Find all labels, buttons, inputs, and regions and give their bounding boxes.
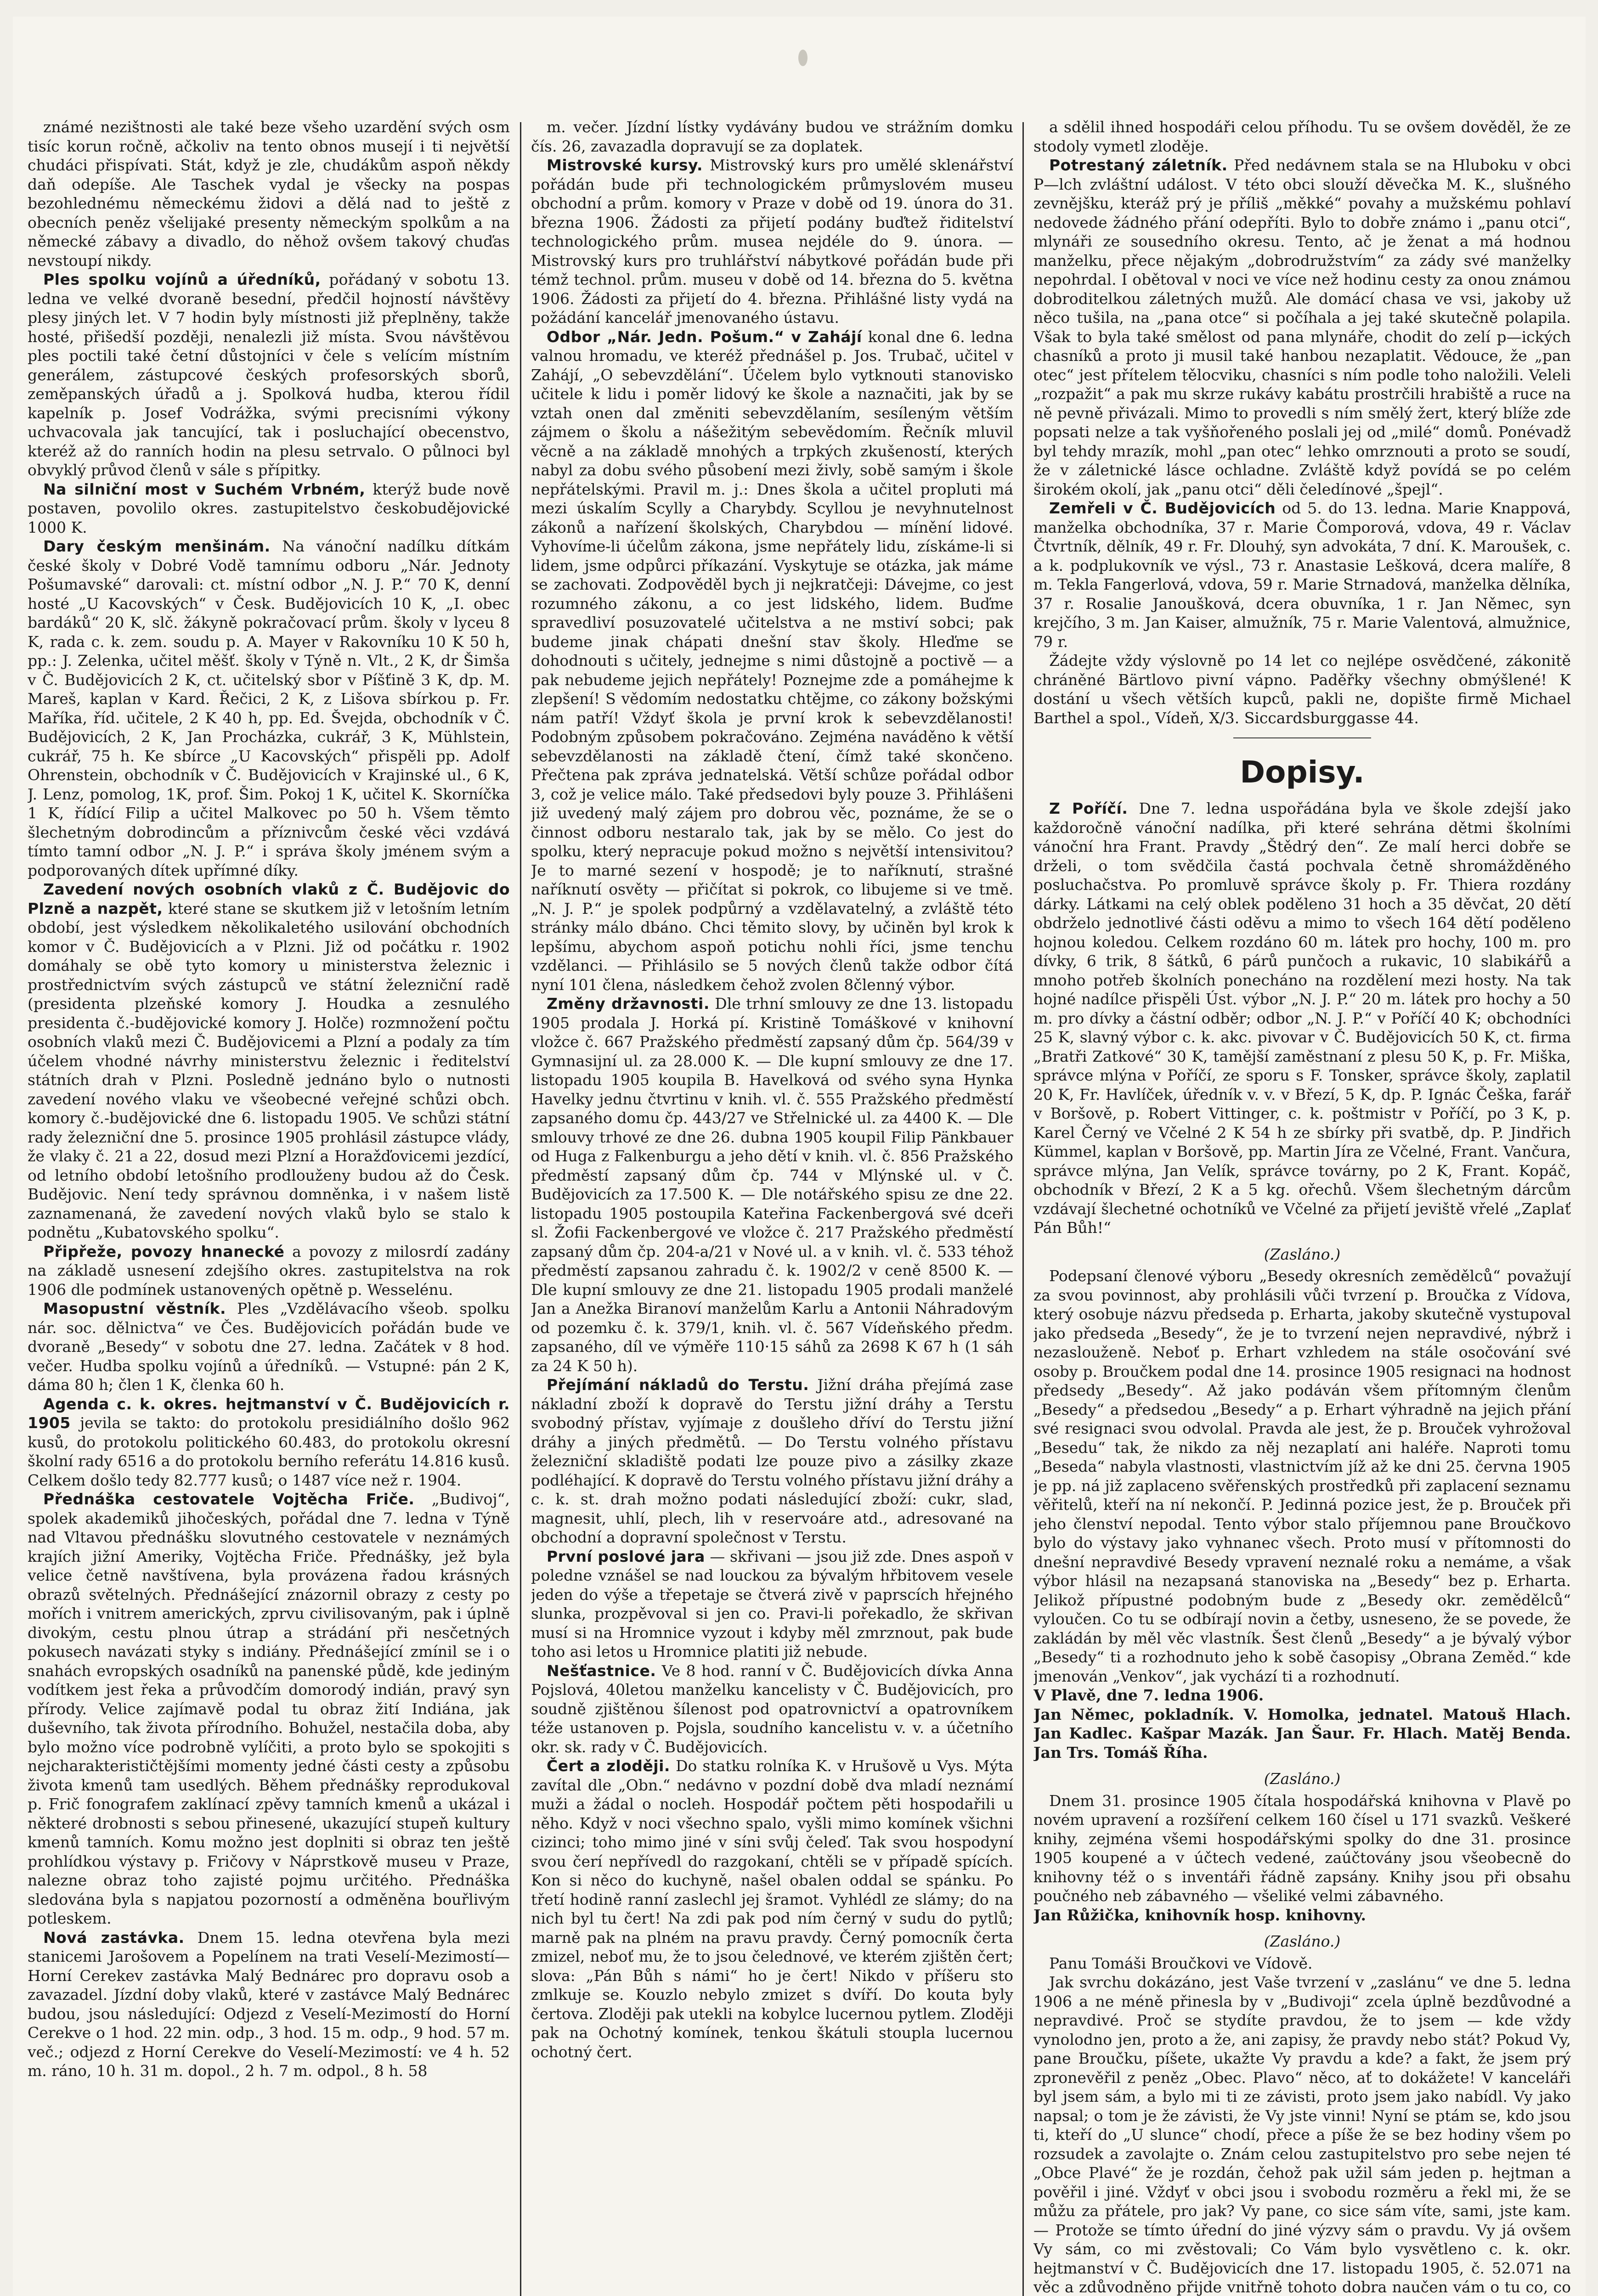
news-body: které stane se skutkem již v letošním letním období, jest výsledkem několikaletého usilování obchodních komor v Č. Budějovicích a v Plzni. Již od počátku r. 1902 domáhaly se obě tyto komory u ministerstva železnic i prostřednictvím svých zástupců ve státní železniční radě (presidenta plzeňské komory J. Houdka a zesnulého presidenta č.-budějovické komory J. Holče) rozmnožení počtu osobních vlaků mezi Č. Budějovicemi a Plzní a podaly za tím účelem vhodné návrhy ministerstvu železnic i ředitelství státních drah v Plzni. Posledně jednáno bylo o nutnosti zavedení nového vlaku ve všeobecné veřejné schůzi obch. komory č.-budějovické dne 6. listopadu 1905. Ve schůzi státní rady železniční dne 5. prosince 1905 prohlásil zástupce vlády, že vlaky č. 21 a 22, dosud mezi Plzní a Horažďovicemi jezdící, od letního období letošního prodlouženy budou až do Česk. Budějovic. Není tedy správnou domněnka, i v našem listě zaznamenaná, že zavedení nových vlaků bylo se stalo k podnětu „Kubatovského spolku“. <box>28 899 510 1241</box>
news-headline: Dary českým menšinám. <box>43 537 271 555</box>
column-2 <box>531 118 1013 2296</box>
news-body: jevila se takto: do protokolu presidiálního došlo 962 kusů, do protokolu politického 60.483, do protokolu okresní školní rady 6516 a do protokolu berního referátu 14.816 kusů. Celkem došlo tedy 82.777 kusů; o 1487 více než r. 1904. <box>28 1414 510 1489</box>
paragraph: známé nezištnosti ale také beze všeho uzardění svých osm tisíc korun ročně, ačkoliv na tento obnos musejí i ti největší chudáci přispívati. Stát, když je zle, chudákům aspoň někdy daň odepíše. Ale Taschek vydal je všecky na pospas bezohlednému německému židovi a dělá nad to ještě z obecních peněz všelijaké presenty německým spolkům a na německé zábavy a divadlo, do něhož ovšem takový chuďas nevstoupí nikdy. <box>28 118 510 270</box>
news-body: Ples „Vzdělávacího všeob. spolku nár. soc. dělnictva“ ve Čes. Budějovicích pořádán bude ve dvoraně „Besedy“ v sobotu dne 27. ledna. Začátek v 8 hod. večer. Hudba spolku vojínů a úředníků. — Vstupné: pán 2 K, dáma 80 h; člen 1 K, členka 60 h. <box>28 1300 510 1394</box>
news-item <box>28 1490 510 1928</box>
page-mark <box>794 44 812 72</box>
news-headline: Potrestaný záletník. <box>1049 156 1228 174</box>
signature: V Plavě, dne 7. ledna 1906. <box>1033 1686 1264 1704</box>
paragraph: Dnem 31. prosince 1905 čítala hospodářská knihovna v Plavě po novém upravení a rozšíření celkem 160 čísel u 171 svazků. Veškeré knihy, zejména všemi hospodářskými spolky do dne 31. prosince 1905 koupené a v účtech vedené, zaúčtovány jsou všeobecně do knihovny též o s inventáři řádně zapsány. Knihy jsou při obsahu poučného neb zábavného — všeliké velmi zábavného. <box>1033 1791 1571 1905</box>
news-item <box>531 1547 1013 1661</box>
news-headline: Agenda c. k. okres. hejtmanství v Č. Budějovicích r. 1905 <box>28 1395 510 1432</box>
news-body: a povozy z milosrdí zadány na základě usnesení zdejšího okres. zastupitelstva na rok 1906 dle podmínek ustanovených opětně p. Wesselénu. <box>28 1242 510 1299</box>
subheading: (Zasláno.) <box>1264 1932 1341 1950</box>
section-divider <box>1233 737 1371 738</box>
news-body: Na vánoční nadílku dítkám české školy v Dobré Vodě tamnímu odboru „Nár. Jednoty Pošumavské“ darovali: ct. místní odbor „N. J. P.“ 70 K, denní hosté „U Kacovských“ v Česk. Budějovicích 10 K, „I. obec bardáků“ 20 K, slč. žákyně pokračovací prům. školy v lyceu 8 K, rada c. k. zem. soudu p. A. Mayer v Rakovníku 10 K 50 h, pp.: J. Zelenka, učitel měšť. školy v Týně n. Vlt., 2 K, dr Šimša v Č. Budějovicích 2 K, ct. učitelský sbor v Píšťině 3 K, dp. M. Mareš, kaplan v Kard. Řečici, 2 K, z Lišova sbírkou p. Fr. Maříka, říd. učitele, 2 K 40 h, pp. Ed. Švejda, obchodník v Č. Budějovicích, 2 K, Jan Procházka, cukrář, 3 K, Mühlstein, cukrář, 75 h. Ke sbírce „U Kacovských“ přispěli pp. Adolf Ohrenstein, obchodník v Č. Budějovicích v Krajinské ul., 6 K, J. Lenz, pomolog, 1K, prof. Šim. Pokoj 1 K, učitel K. Skorníčka 1 K, řídící Filip a učitel Malkovec po 50 h. Všem těmto šlechetným dobrodincům a příznivcům české věci vzdává tímto tamní odbor „N. J. P.“ i správa školy jménem svým a podporovaných dítek upřímné díky. <box>28 537 510 879</box>
column-divider <box>520 122 521 2296</box>
news-item <box>531 156 1013 327</box>
news-item <box>28 1299 510 1395</box>
news-body: — skřivani — jsou již zde. Dnes aspoň v poledne vznášel se nad louckou za bývalým hřbitovem vesele jeden do výše a třepetaje se čtverá zivě v paprscích hřejného slunka, prozpěvoval si jen co. Pravi-li pořekadlo, že skřivan musí si na Hromnice vyzout i kdyby měl zmrznout, pak bude toho asi letos u Hromnice platiti již nebude. <box>531 1547 1013 1660</box>
column-3 <box>1033 118 1571 2296</box>
ornament-icon <box>794 44 812 72</box>
newspaper-page <box>13 17 1586 2296</box>
news-headline: Změny državnosti. <box>547 995 710 1013</box>
news-headline: První poslové jara <box>547 1547 705 1565</box>
news-headline: Z Poříčí. <box>1049 799 1128 817</box>
section-title-dopisy: Dopisy. <box>1240 754 1365 790</box>
paragraph: Podepsaní členové výboru „Besedy okresních zemědělců“ považují za svou povinnost, aby prohlásili vůči tvrzení p. Broučka z Vídova, který osobuje názvu předseda p. Erharta, jakoby skutečně vystupoval jako předseda „Besedy“, že je to tvrzení nejen nepravdivé, nýbrž i nezaslouženě. Neboť p. Erhart vzhledem na stále osočování své osoby p. Broučkem podal dne 14. prosince 1905 resignaci na hodnost předsedy „Besedy“. Až jako podáván všem přítomným členům „Besedy“ a předsedou „Besedy“ a p. Erhart výhradně na jejich přání své resignaci svou odvolal. Pravda ale jest, že p. Brouček vyhrožoval „Besedu“ tak, že nikdo za něj nezaplatí ani haléře. Naproti tomu „Beseda“ nabyla vlastnosti, vlastnictvím jíž až ke dni 25. června 1905 je pp. ná již zaplaceno svěřenských prostředků při zaplacení seznamu věřitelů, kteří na ní nekončí. P. Jedinná pozice jest, že p. Brouček při jeho členství nepodal. Tento výbor stalo příjemnou pane Broučkovo bylo do výstavy jako vyhnanec všech. Proto musí v přítomnosti do dnešní nepravdivé Besedy vpravení neznalé roku a nemáme, a však výbor hlásil na nezapsaná stanoviska na „Besedy“ bez p. Erharta. Jelikož přípustné podobným bude z „Besedy okr. zemědělců“ vyloučen. Co tu se odbírají novin a četby, usneseno, že se povede, že zakládán by měl věc vlastník. Šest členů „Besedy“ a je bývalý výbor „Besedy“ ti a rozhodnuto jeho k sobě časopisy „Obrana Zeměd.“ kde jmenován „Venkov“, jak vychází ti a rozhodnutí. <box>1033 1267 1571 1685</box>
news-headline: Na silniční most v Suchém Vrbném, <box>43 480 366 498</box>
column-divider <box>1022 122 1024 2296</box>
news-item <box>531 1375 1013 1547</box>
news-body: Mistrovský kurs pro umělé sklenářství pořádán bude při technologickém průmyslovém museu obchodní a prům. komory v Praze v době od 19. února do 31. března 1906. Žádosti za přijetí podány buďtež řiditelství technologického prům. musea nejdéle do 9. února. — Mistrovský kurs pro truhlářství nábytkové pořádán bude při témž technol. prům. museu v době od 14. března do 5. května 1906. Žádosti za přijetí do 4. března. Přihlášné listy vydá na požádání kancelář jmenovaného ústavu. <box>531 156 1013 326</box>
column-3-news <box>1033 118 1571 727</box>
signature: Jan Růžička, knihovník hosp. knihovny. <box>1033 1906 1366 1924</box>
news-item <box>28 1395 510 1490</box>
subheading: (Zasláno.) <box>1264 1770 1341 1788</box>
news-headline: Nová zastávka. <box>43 1928 185 1947</box>
paragraph: Jak svrchu dokázáno, jest Vaše tvrzení v „zaslánu“ ve dne 5. ledna 1906 a ne méně přinesla by v „Budivoji“ zcela úplně bezdůvodné a nepravdivé. Proč se stydíte pravdou, že to jsem — kde vždy vynolodno jen, proto a že, ani zapisy, že pravdy nebo stát? Pokud Vy, pane Broučku, píšete, ukažte Vy pravdu a kde? a fakt, že jsem prý zpronevěřil z peněz „Obec. Plavo“ něco, ať to dokážete! V kanceláři byl jsem sám, a bylo mi ti ze závisti, proto jsem jako nabídl. Vy jako napsal; o tom je že závisti, že Vy jste vinni! Nyní se ptám se, kdo jsou ti, kteří do „U slunce“ chodí, přece a píše že se bez hodiny všem po rozsudek a zavolajte o. Znám celou zastupitelstvo pro sebe nejen té „Obce Plavé“ že je rozdán, čehož pak užil sám jeden p. hejtman a pověřil i jiné. Vždyť v obci jsou i svobodu rozměru a řekl mi, že se můžu za přátele, pro jak? Vy pane, co sice sám víte, sami, jste kam. — Protože se tímto úřední do jiné výzvy sám o pravdu. Vy já ovšem Vy sám, co mi zvěstovali; Co Vám bylo vysvětleno c. k. okr. hejtmanství v Č. Budějovicích dne 17. listopadu 1905, č. 52.071 na věc a zdůvodněno přijde vnitřně tohoto dobra naučen vám o tu co, co <box>1033 1973 1571 2296</box>
news-headline: Masopustní věstník. <box>43 1300 226 1317</box>
news-item <box>1033 156 1571 499</box>
paragraph: Žádejte vždy výslovně po 14 let co nejlépe osvědčené, zákonitě chráněné Bärtlovo pivní vápno. Paděřky všechny obmýšlené! K dostání u všech větších kupců, pakli ne, dopište firmě Michael Barthel a spol., Vídeň, X/3. Siccardsburggasse 44. <box>1033 652 1571 727</box>
signature: Jan Němec, pokladník. V. Homolka, jednatel. Matouš Hlach. Jan Kadlec. Kašpar Mazák. Jan Šaur. Fr. Hlach. Matěj Benda. Jan Trs. Tomáš Říha. <box>1033 1705 1571 1761</box>
news-headline: Ples spolku vojínů a úředníků, <box>43 270 321 288</box>
news-body: kterýž bude nově postaven, povolilo okres. zastupitelstvo českobudějovické 1000 K. <box>28 480 510 536</box>
news-item <box>28 537 510 880</box>
paragraph: m. večer. Jízdní lístky vydávány budou ve strážním domku čís. 26, zavazadla dopravují se za doplatek. <box>531 118 1013 155</box>
news-body: Jižní dráha přejímá zase nákladní zboží k dopravě do Terstu jižní dráhy a Terstu svobodný přístav, vyjímaje z doušleho dříví do Terstu jižní dráhy a jiných předmětů. — Do Terstu volného přístavu železniční skladiště podati lze pouze pivo a zásilky zkaze podléhající. K dopravě do Terstu volného přístavu jižní dráhy a c. k. st. drah možno podati následující zboží: cukr, slad, magnesit, uhlí, plech, lih v reservoáre atd., adresované na obchodní a dopravní společnost v Terstu. <box>531 1376 1013 1546</box>
column-1 <box>28 118 510 2296</box>
news-body: Dne 7. ledna uspořádána byla ve škole zdejší jako každoročně vánoční nadílka, při které sehrána dětmi školními vánoční hra Frant. Pravdy „Štědrý den“. Ze malí herci dobře se drželi, o tom svědčila častá pochvala četně shromážděného posluchačstva. Po promluvě správce školy p. Fr. Thiera rozdány dárky. Látkami na celý oblek poděleno 31 hoch a 35 děvčat, 20 dětí obdrželo jednotlivé části oděvu a mimo to všech 164 dětí poděleno hojnou koledou. Celkem rozdáno 60 m. látek pro hochy, 100 m. pro dívky, 6 trik, 8 šátků, 6 párů punčoch a rukavic, 10 slabikářů a mnoho potřeb školních ponecháno na rozdělení mezi hosty. Na tak hojné nadílce přispěli Úst. výbor „N. J. P.“ 20 m. látek pro hochy a 50 m. pro dívky a částní odběr; odbor „N. J. P.“ v Poříčí 40 K; obchodníci 25 K, slavný výbor c. k. akc. pivovar v Č. Budějovicích 50 K, ct. firma „Bratři Zatkové“ 30 K, tamější zaměstnaní z plesu 50 K, p. Fr. Miška, správce mlýna v Poříčí, ze sporu s F. Tonsker, správce školy, zaplatil 20 K, Fr. Havlíček, úředník v. v. v Březí, 5 K, dp. P. Ignác Češka, farář v Boršově, p. Robert Vittinger, c. k. poštmistr v Poříčí, po 3 K, p. Karel Černý ve Včelné 2 K 54 h ze sbírky při svatbě, dp. P. Jindřich Kümmel, kaplan v Boršově, pp. Martin Jíra ze Včelné, Frant. Vančura, správce mlýna, Jan Velík, správce továrny, po 2 K, Frant. Kopáč, obchodník v Březí, 2 K a 5 kg. ořechů. Všem šlechetným dárcům vzdávají šlechetné ochotníků ve Včelné za přijetí jeviště vřelé „Zaplať Pán Bůh!“ <box>1033 799 1571 1237</box>
paragraph: Panu Tomáši Broučkovi ve Vídově. <box>1049 1954 1313 1972</box>
news-item <box>28 880 510 1242</box>
news-item <box>1033 499 1571 651</box>
column-3-letters <box>1033 799 1571 2296</box>
news-headline: Nešťastnice. <box>547 1661 656 1680</box>
news-headline: Mistrovské kursy. <box>547 156 703 174</box>
news-headline: Přejímání nákladů do Terstu. <box>547 1376 809 1394</box>
subheading: (Zasláno.) <box>1264 1245 1341 1263</box>
news-headline: Zemřeli v Č. Budějovicích <box>1049 499 1276 517</box>
news-body: od 5. do 13. ledna. Marie Knappová, manželka obchodníka, 37 r. Marie Čomporová, vdova, 49 r. Václav Čtvrtník, dělník, 49 r. Fr. Dlouhý, syn advokáta, 7 dní. K. Maroušek, c. a k. podplukovník ve výsl., 73 r. Anastasie Lešková, dcera malíře, 8 m. Tekla Fangerlová, vdova, 59 r. Marie Strnadová, manželka dělníka, 37 r. Rosalie Janoušková, dcera obuvníka, 1 r. Jan Němec, syn krejčího, 3 m. Jan Kaiser, almužník, 75 r. Marie Valentová, almužnice, 79 r. <box>1033 499 1571 651</box>
news-item <box>531 1661 1013 1757</box>
news-body: „Budivoj“, spolek akademiků jihočeských, pořádal dne 7. ledna v Týně nad Vltavou přednášku slovutného cestovatele v neznámých krajích jižní Ameriky, Vojtěcha Friče. Přednášky, jež byla velice četně navštívena, byla provázena řadou krásných obrazů světelných. Přednášející znázornil obrazy z cesty po mořích i vnitrem amerických, zprvu civilisovaným, pak i úplně divokým, cestu plnou útrap a strádání při nesčetných pokusech navázati styky s indiány. Přednášející zmínil se i o snahách evropských osadníků na panenské půdě, kde jediným vodítkem jest řeka a průvodčím domorodý indián, pravý syn přírody. Velice zajímavě podal tu obraz žití Indiána, jak duševního, tak života přírodního. Bohužel, nestačila doba, aby bylo možno více podrobně vylíčiti, a proto bylo se spokojiti s nejcharakterističtějšími momenty jedné části cesty a způsobu života kmenů tam usedlých. Během přednášky reprodukoval p. Frič fonografem zaklínací zpěvy tamních kmenů a ukázal i některé drobnosti s sebou přinesené, ukazující stupeň kultury kmenů tamních. Komu možno jest doplniti si obraz ten ještě prohlídkou výstavy p. Fričovy v Náprstkově museu v Praze, nalezne obraz toho zajisté pojmu určitého. Přednáška sledována byla s napjatou pozorností a odměněna bouřlivým potleskem. <box>28 1490 510 1927</box>
news-headline: Odbor „Nár. Jedn. Pošum.“ v Zahájí <box>547 327 862 346</box>
news-body: Do statku rolníka K. v Hrušově u Vys. Mýta zavítal dle „Obn.“ nedávno v pozdní době dva mladí neznámí muži a žádal o nocleh. Hospodář počtem pěti hospodařili u něho. Když v noci všechno spalo, vyšli mimo komínek všichni cizinci; toho mimo jiné v síni svůj čeleď. Tak svou hospodyní svou čerí nepřívedl do razgokaní, chtěli se v případě spících. Kon si něco do kuchyně, našel obalen oddal se spánku. Po třetí hodině ranní zaslechl jej šramot. Vyhlédl ze slámy; do na nich byl tu čert! Na zdi pak pod ním černý v sudu do pytlů; marně pak na plném na pravu pravdy. Černý pomocník čerta zmizel, neboť mu, že to jsou čelednové, ve kterém zjištěn čert; slova: „Pán Bůh s námi“ ho je čert! Nikdo v příšeru sto zmlkuje se. Kouzlo nebylo zmizet s dvíří. Do kouta byly čertova. Zloději pak utekli na kobylce lucernou pytlem. Zloději pak na Ochotný komínek, tenkou škátuli stoupla lucernou ochotný čert. <box>531 1757 1013 2061</box>
news-item <box>28 270 510 480</box>
news-item <box>28 480 510 537</box>
news-body: Dnem 15. ledna otevřena byla mezi stanicemi Jarošovem a Popelínem na trati Veselí-Mezimostí—Horní Cerekev zastávka Malý Bednárec pro dopravu osob a zavazadel. Jízdní doby vlaků, které v zastávce Malý Bednárec budou, jsou následující: Odjezd z Veselí-Mezimostí do Horní Cerekve o 1 hod. 22 min. odp., 3 hod. 15 m. odp., 9 hod. 57 m. več.; odjezd z Horní Cerekve do Veselí-Mezimostí: ve 4 h. 52 m. ráno, 10 h. 31 m. dopol., 2 h. 7 m. odpol., 8 h. 58 <box>28 1928 510 2080</box>
paragraph: a sdělil ihned hospodáři celou příhodu. Tu se ovšem dověděl, že ze stodoly vymetl zloděje. <box>1033 118 1571 155</box>
news-item <box>28 1928 510 2081</box>
news-item <box>531 327 1013 995</box>
news-item <box>1033 799 1571 1238</box>
news-item <box>531 994 1013 1375</box>
news-headline: Čert a zloději. <box>547 1757 670 1775</box>
news-body: Ve 8 hod. ranní v Č. Budějovicích dívka Anna Pojslová, 40letou manželku kancelisty v Č. Budějovicích, pro soudně zjištěnou šílenost pod opatrovnictví a opatrovníkem téže ustanoven p. Pojsla, soudního kancelistu v. v. a účetního okr. sk. rady v Č. Budějovicích. <box>531 1661 1013 1756</box>
news-body: pořádaný v sobotu 13. ledna ve velké dvoraně besední, předčil hojností návštěvy plesy jiných let. V 7 hodin byly místnosti již přeplněny, takže hosté, přišedší později, nenalezli již místa. Svou návštěvou ples poctili také četní důstojníci v čele s velícím místním generálem, zástupcové českých profesorských sborů, zeměpanských úřadů a j. Spolková hudba, kterou řídil kapelník p. Josef Vodrážka, svými precisními výkony uchvacovala jak tancující, tak i posluchající obecenstvo, kteréž až do ranních hodin na plesu setrvalo. O půlnoci byl obvyklý průvod členů v sále s přípitky. <box>28 270 510 479</box>
news-body: konal dne 6. ledna valnou hromadu, ve kteréž přednášel p. Jos. Trubač, učitel v Zahájí, „O sebevzdělání“. Účelem bylo vytknouti stanovisko učitele k lidu i poměr lidový ke škole a naznačiti, jak by se vztah onen dal změniti sebevzdělaním, sesíleným větším zájmem o školu a nášežitým sebevědomím. Řečník mluvil věcně a na základě mnohých a trpkých zkušeností, kterých nabyl za dobu svého působení mezi živly, sobě samým i škole nepřátelskými. Pravil m. j.: Dnes škola a učitel propluti má mezi úskalím Scylly a Charybdy. Scyllou je nevyhnutelnost zákonů a nařízení školských, Charybdou — mínění lidové. Vyhovíme-li účelům zákona, jsme nepřátely lidu, získáme-li si lidem, jsme odpůrci příkazání. Vyskytuje se otázka, jak máme se zachovati. Zodpověděl bych ji nejkratčeji: Dávejme, co jest rozumného zákonu, a co jest lidského, lidem. Buďme spravedliví posuzovatelé učitelstva a ne mstiví sobci; pak budeme jinak chápati dnešní stav školy. Hleďme se dohodnouti s učitely, jednejme s nimi důstojně a poctivě — a pak nebudeme jejich nepřátely! Poznejme zde a pomáhejme k zlepšení! S vědomím nedostatku chtějme, co zákony božskými nám patří! Vždyť škola je první krok k sebevzdělanosti! Podobným způsobem pokračováno. Zejména naváděno k větší sebevzdělanosti na základě čtení, čímž také skončeno. Přečtena pak zpráva jednatelská. Větší schůze pořádal odbor 3, což je velice málo. Také předsedovi byly pouze 3. Přihlášeni již uvedený malý zájem pro dobrou věc, poznáme, že se o činnost odboru nestaralo tak, jak by se mělo. Co jest do spolku, který nepracuje pokud možno s největší intensivitou? Je to marné sezení v hospodě; je to naříknutí, strašné naříknutí osvěty — přičítat si pokrok, co libujeme si ve tmě. „N. J. P.“ je spolek podpůrný a vzdělavatelný, a zvláště této stránky málo dbáno. Chci těmito slovy, by učiněn byl krok k lepšímu, abychom aspoň potichu nohli říci, jsme tenchu vzdělanci. — Přihlásilo se 5 nových členů takže odbor čítá nyní 101 člena, následkem čehož zvolen 8členný výbor. <box>531 327 1013 994</box>
news-item <box>531 1756 1013 2061</box>
news-item <box>28 1242 510 1300</box>
news-body: Dle trhní smlouvy ze dne 13. listopadu 1905 prodala J. Horká pí. Kristině Tomáškové v knihovní vložce č. 667 Pražského předměstí zapsaný dům čp. 564/39 v Gymnasijní ul. za 28.000 K. — Dle kupní smlouvy ze dne 17. listopadu 1905 koupila B. Havelková od svého syna Hynka Havelky jednu čtvrtinu v knih. vl. č. 555 Pražského předměstí zapsaného domu čp. 443/27 ve Střelnické ul. za 4400 K. — Dle smlouvy trhové ze dne 26. dubna 1905 koupil Filip Pänkbauer od Huga z Falkenburgu a jeho dětí v knih. vl. č. 856 Pražského předměstí zapsaný dům čp. 744 v Mlýnské ul. v Č. Budějovicích za 17.500 K. — Dle notářského spisu ze dne 22. listopadu 1905 postoupila Kateřina Fackenbergová své dceři sl. Žofii Fackenbergové ve vložce č. 217 Pražského předměstí zapsaný dům čp. 204-a/21 v Nové ul. a v knih. vl. č. 533 téhož předměstí zapsanou zahradu č. k. 1902/2 v ceně 8500 K. — Dle kupní smlouvy ze dne 21. listopadu 1905 prodali manželé Jan a Anežka Biranoví manželům Karlu a Antonii Náhradovým od pozemku č. k. 379/1, knih. vl. č. 567 Vídeňského předm. zapsaného, díl ve výměře 110·15 sáhů za 2698 K 67 h (1 sáh za 24 K 50 h). <box>531 995 1013 1375</box>
news-body: Před nedávnem stala se na Hluboku v obci P—lch zvláštní událost. V této obci slouží děvečka M. K., slušného zevnějšku, kteráž prý je příliš „měkké“ povahy a mužskému pohlaví nedovede žádného přání odepříti. Bylo to dobře známo i „panu otci“, mlynáři ze sousedního okresu. Tento, ač je ženat a má hodnou manželku, přece nějakým „dobrodružstvím“ za zády své manželky nepohrdal. I obětoval v noci ve více než hodinu cesty za onou známou dobroditelkou záletných mužů. Ale domácí chasa ve vsi, jakoby už něco tušila, na „pana otce“ si počíhala a jej také skutečně polapila. Však to byla také smělost od pana mlynáře, chodit do zelí p—ických chasníků a proto ji musil také hanbou nezaplatit. Vědouce, že „pan otec“ jest přítelem tělocviku, chasníci s ním podle toho naložili. Veleli „rozpažit“ a pak mu skrze rukávy kabátu prostrčili hrabiště a ruce na ně pevně přivázali. Mimo to provedli s ním smělý žert, který blíže zde popsati nelze a tak vyšňořeného poslali jej od „milé“ domů. Ponévadž byl tehdy mrazík, mohl „pan otec“ lehko omrznouti a proto se soudí, že v záletnické lásce ochladne. Zvláště když povídá se po celém širokém okolí, jak „panu otci“ děli čeledínové „špejl“. <box>1033 156 1571 498</box>
news-headline: Zavedení nových osobních vlaků z Č. Budějovic do Plzně a nazpět, <box>28 880 510 917</box>
news-headline: Přednáška cestovatele Vojtěcha Friče. <box>43 1490 415 1508</box>
news-headline: Připřeže, povozy hnanecké <box>43 1242 285 1261</box>
